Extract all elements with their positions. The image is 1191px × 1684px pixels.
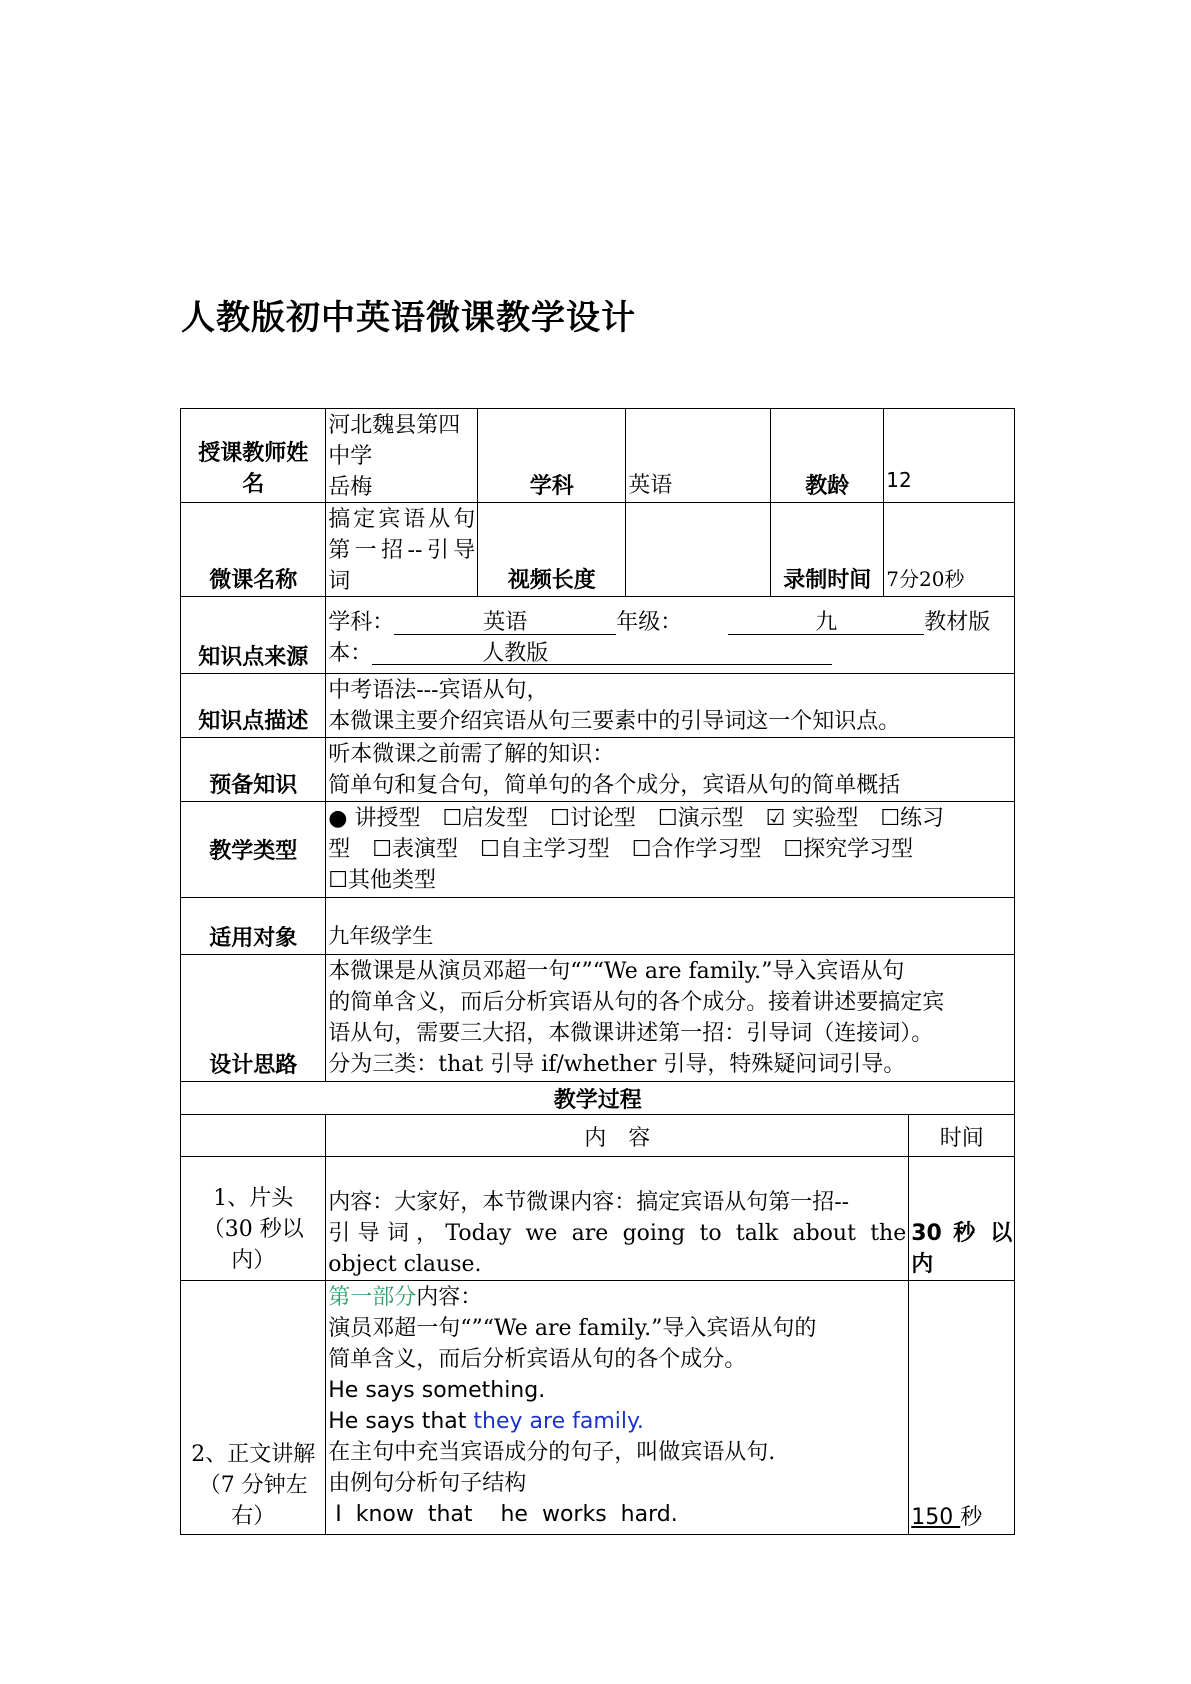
- record-time-value: 7分20秒: [886, 567, 965, 592]
- step2-line-7: 由例句分析句子结构: [328, 1471, 527, 1497]
- step1-content-line-1: 内容：大家好，本节微课内容：搞定宾语从句第一招--: [328, 1190, 850, 1216]
- teaching-age-value: 12: [886, 468, 912, 493]
- course-label-cell: [180, 502, 326, 597]
- step2-line-2: 演员邓超一句“”“We are family.”导入宾语从句的: [328, 1316, 817, 1342]
- step2-name-line-2: （7 分钟左: [198, 1473, 308, 1499]
- subject-value-cell: [625, 408, 771, 503]
- step2-part-suffix: 内容：: [416, 1285, 483, 1311]
- prerequisite-line-2: 简单句和复合句，简单句的各个成分，宾语从句的简单概括: [328, 773, 901, 799]
- process-header: 教学过程: [553, 1087, 642, 1113]
- prerequisite-label: 预备知识: [209, 773, 298, 799]
- teaching-age-value-cell: [883, 408, 1015, 503]
- video-length-value-cell: [625, 502, 771, 597]
- record-time-label-cell: [770, 502, 884, 597]
- course-name-line-1: 搞定宾语从句: [328, 507, 476, 533]
- design-idea-label-cell: [180, 954, 326, 1082]
- teacher-label: 授课教师姓名: [198, 441, 309, 498]
- audience-value: 九年级学生: [328, 924, 434, 949]
- step2-name-line-3: 右）: [231, 1504, 276, 1530]
- step1-time-line-2: 内: [911, 1252, 934, 1278]
- video-length-label-cell: [477, 502, 626, 597]
- step2-part-label: 第一部分: [328, 1285, 417, 1311]
- process-col-content-cell: [325, 1114, 909, 1157]
- step2-line-6: 在主句中充当宾语成分的句子，叫做宾语从句.: [328, 1440, 776, 1466]
- source-line-1: [328, 607, 1012, 638]
- audience-label: 适用对象: [209, 926, 298, 952]
- step2-line-5: [328, 1406, 906, 1437]
- step1-name-line-1: 1、片头: [213, 1186, 294, 1212]
- step2-line-1: [328, 1282, 906, 1313]
- description-label: 知识点描述: [198, 709, 309, 735]
- design-idea-value-cell: [325, 954, 1015, 1082]
- source-label-cell: [180, 596, 326, 674]
- description-line-2: 本微课主要介绍宾语从句三要素中的引导词这一个知识点。: [328, 709, 901, 735]
- description-value-cell: [325, 673, 1015, 738]
- teacher-school-line-1: 河北魏县第四: [328, 413, 461, 439]
- step2-time-unit: 秒: [960, 1505, 983, 1531]
- process-col-blank-cell: [180, 1114, 326, 1157]
- prerequisite-label-cell: [180, 737, 326, 802]
- teaching-type-value-cell: [325, 801, 1015, 898]
- subject-label: 学科: [529, 474, 574, 500]
- description-line-1: 中考语法---宾语从句，: [328, 678, 549, 704]
- source-grade-fill: 九: [728, 610, 924, 635]
- description-label-cell: [180, 673, 326, 738]
- step2-line-4: He says something.: [328, 1378, 546, 1404]
- teacher-label-cell: [180, 408, 326, 503]
- course-label: 微课名称: [209, 568, 298, 594]
- prerequisite-line-1: 听本微课之前需了解的知识：: [328, 742, 615, 768]
- audience-label-cell: [180, 897, 326, 955]
- source-edition-prefix-2: 本：: [328, 641, 373, 667]
- prerequisite-value-cell: [325, 737, 1015, 802]
- teacher-school-line-2: 中学: [328, 444, 373, 470]
- design-idea-line-1: 本微课是从演员邓超一句“”“We are family.”导入宾语从句: [328, 959, 905, 985]
- teacher-name: 岳梅: [328, 475, 373, 501]
- step2-line-8: I know that he works hard.: [328, 1502, 678, 1528]
- subject-value: 英语: [628, 473, 673, 499]
- course-name-line-3: 词: [328, 569, 351, 595]
- video-length-label: 视频长度: [507, 568, 596, 594]
- source-subject-fill: 英语: [394, 610, 616, 635]
- record-time-label: 录制时间: [783, 568, 872, 594]
- teaching-type-label: 教学类型: [209, 839, 298, 865]
- step2-name-line-1: 2、正文讲解: [191, 1442, 316, 1468]
- teaching-type-line-3: ☐其他类型: [328, 868, 436, 894]
- step2-time-number: 150: [911, 1505, 961, 1531]
- record-time-value-cell: [883, 502, 1015, 597]
- step2-name-cell: [180, 1280, 326, 1535]
- step1-name-line-3: 内）: [231, 1248, 276, 1274]
- step1-time-line-1: 30 秒 以: [911, 1221, 1013, 1247]
- subject-label-cell: [477, 408, 626, 503]
- source-value-cell: [325, 596, 1015, 674]
- process-col-content: 内 容: [584, 1126, 651, 1152]
- source-edition-prefix: 教材版: [924, 610, 991, 636]
- design-idea-line-3: 语从句，需要三大招，本微课讲述第一招：引导词（连接词）。: [328, 1021, 934, 1047]
- step1-content-cell: [325, 1156, 909, 1281]
- teaching-type-line-2: 型 ☐表演型 ☐自主学习型 ☐合作学习型 ☐探究学习型: [328, 837, 914, 863]
- teaching-type-label-cell: [180, 801, 326, 898]
- design-idea-line-2: 的简单含义，而后分析宾语从句的各个成分。接着讲述要搞定宾: [328, 990, 945, 1016]
- document-title: 人教版初中英语微课教学设计: [181, 298, 636, 338]
- process-col-time-cell: [908, 1114, 1015, 1157]
- step1-content-line-2: 引导词，Today we are going to talk about the: [328, 1221, 907, 1247]
- source-subject-prefix: 学科：: [328, 610, 395, 636]
- source-grade-prefix: 年级：: [616, 610, 683, 636]
- step1-name-cell: [180, 1156, 326, 1281]
- teaching-age-label-cell: [770, 408, 884, 503]
- step2-time-cell: [908, 1280, 1015, 1535]
- course-name-line-2: 第一招--引导: [328, 538, 476, 564]
- step2-line-5-prefix: He says that: [328, 1409, 474, 1435]
- source-label: 知识点来源: [198, 645, 309, 671]
- teaching-type-line-1: ● 讲授型 ☐启发型 ☐讨论型 ☐演示型 ☑ 实验型 ☐练习: [328, 806, 945, 832]
- source-edition-fill: 人教版: [372, 641, 832, 665]
- source-line-2: [328, 638, 1012, 669]
- step2-line-3: 简单含义，而后分析宾语从句的各个成分。: [328, 1347, 747, 1373]
- teacher-value-cell: [325, 408, 478, 503]
- step2-line-5-highlight: they are family.: [473, 1409, 644, 1435]
- audience-value-cell: [325, 897, 1015, 955]
- step1-content-line-3: object clause.: [328, 1252, 482, 1278]
- design-idea-line-4: 分为三类：that 引导 if/whether 引导，特殊疑问词引导。: [328, 1052, 906, 1078]
- teaching-age-label: 教龄: [805, 474, 850, 500]
- step1-time-cell: [908, 1156, 1015, 1281]
- design-idea-label: 设计思路: [209, 1053, 298, 1079]
- process-col-time: 时间: [939, 1126, 984, 1152]
- step2-time: [911, 1502, 982, 1534]
- process-header-cell: [180, 1081, 1015, 1115]
- course-value-cell: [325, 502, 478, 597]
- step2-content-cell: [325, 1280, 909, 1535]
- step1-name-line-2: （30 秒以: [202, 1217, 304, 1243]
